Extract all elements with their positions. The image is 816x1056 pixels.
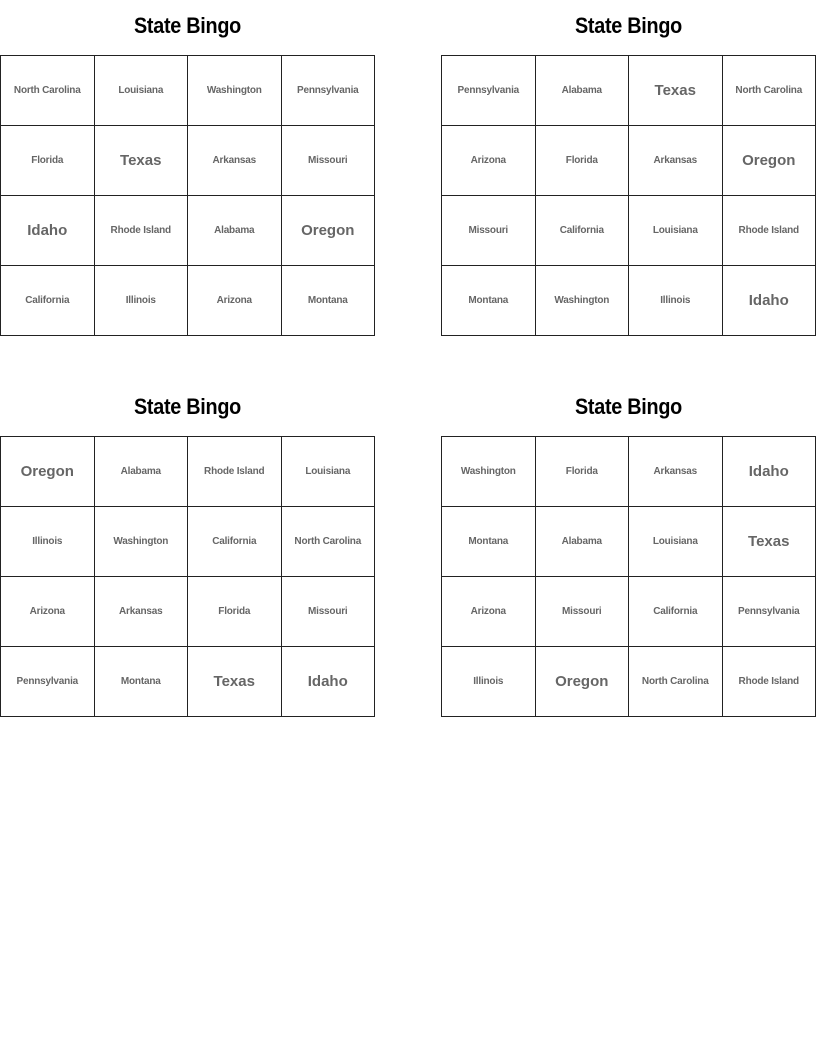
bingo-card-1 [0,0,375,336]
grid-cell: Alabama [535,56,629,126]
grid-cell: Alabama [535,507,629,577]
grid-cell: California [629,577,723,647]
grid-cell: Texas [629,56,723,126]
grid-row [1,507,375,577]
bingo-card-4 [441,381,816,717]
grid-cell: Arkansas [94,577,188,647]
grid-cell: Montana [442,266,536,336]
grid-row [1,126,375,196]
grid-cell: Idaho [722,266,816,336]
grid-cell: California [188,507,282,577]
grid-cell: Missouri [442,196,536,266]
grid-cell: Louisiana [629,507,723,577]
grid-cell: Pennsylvania [722,577,816,647]
card-title: State Bingo [574,394,683,419]
grid-cell: North Carolina [281,507,375,577]
grid-row [442,126,816,196]
grid-cell: Arkansas [188,126,282,196]
grid-cell: Oregon [722,126,816,196]
grid-cell: Texas [188,647,282,717]
grid-cell: Missouri [281,126,375,196]
bingo-grid [441,436,816,717]
grid-cell: California [535,196,629,266]
grid-row [442,507,816,577]
grid-cell: Idaho [722,437,816,507]
grid-cell: Illinois [94,266,188,336]
grid-row [442,196,816,266]
grid-cell: Rhode Island [188,437,282,507]
grid-cell: North Carolina [629,647,723,717]
grid-cell: Florida [188,577,282,647]
card-title: State Bingo [574,13,683,38]
grid-cell: Louisiana [94,56,188,126]
grid-row [1,56,375,126]
grid-cell: Rhode Island [722,196,816,266]
grid-cell: Idaho [281,647,375,717]
grid-cell: Arizona [1,577,95,647]
grid-cell: Rhode Island [94,196,188,266]
card-title: State Bingo [133,13,242,38]
grid-row [1,577,375,647]
grid-cell: Florida [535,126,629,196]
grid-cell: North Carolina [722,56,816,126]
grid-cell: Illinois [1,507,95,577]
grid-cell: Texas [94,126,188,196]
grid-cell: Florida [535,437,629,507]
grid-cell: Arkansas [629,126,723,196]
bingo-grid [0,55,375,336]
grid-cell: Florida [1,126,95,196]
grid-cell: Texas [722,507,816,577]
grid-row [1,647,375,717]
grid-cell: Idaho [1,196,95,266]
card-title: State Bingo [133,394,242,419]
grid-cell: California [1,266,95,336]
grid-cell: Arizona [188,266,282,336]
grid-cell: Washington [188,56,282,126]
grid-row [442,437,816,507]
grid-cell: Pennsylvania [442,56,536,126]
grid-row [1,266,375,336]
grid-cell: Pennsylvania [1,647,95,717]
grid-cell: Missouri [281,577,375,647]
bingo-grid [441,55,816,336]
grid-cell: Missouri [535,577,629,647]
grid-cell: Washington [442,437,536,507]
bingo-grid [0,436,375,717]
grid-cell: Washington [535,266,629,336]
grid-cell: North Carolina [1,56,95,126]
grid-cell: Arizona [442,577,536,647]
grid-cell: Louisiana [629,196,723,266]
grid-cell: Oregon [281,196,375,266]
grid-cell: Oregon [1,437,95,507]
grid-cell: Pennsylvania [281,56,375,126]
grid-cell: Louisiana [281,437,375,507]
grid-row [442,577,816,647]
grid-cell: Montana [94,647,188,717]
grid-cell: Washington [94,507,188,577]
grid-row [1,437,375,507]
grid-cell: Montana [442,507,536,577]
grid-cell: Arkansas [629,437,723,507]
grid-cell: Montana [281,266,375,336]
grid-cell: Rhode Island [722,647,816,717]
grid-row [442,56,816,126]
bingo-card-2 [441,0,816,336]
grid-cell: Illinois [629,266,723,336]
grid-cell: Alabama [94,437,188,507]
grid-row [442,266,816,336]
grid-cell: Oregon [535,647,629,717]
bingo-card-3 [0,381,375,717]
grid-cell: Arizona [442,126,536,196]
grid-cell: Alabama [188,196,282,266]
grid-cell: Illinois [442,647,536,717]
grid-row [1,196,375,266]
grid-row [442,647,816,717]
